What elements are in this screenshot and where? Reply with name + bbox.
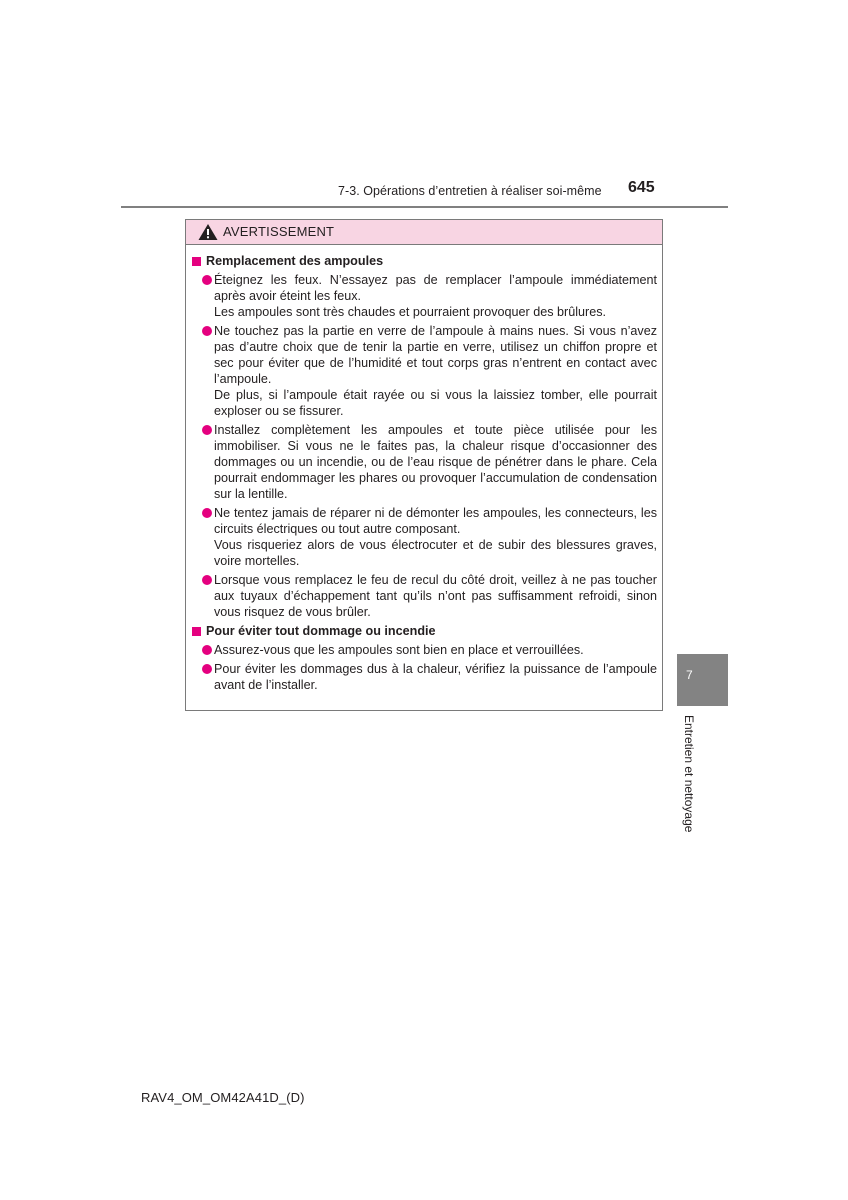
warning-item — [214, 272, 657, 320]
round-bullet-icon — [202, 508, 212, 518]
warning-item — [214, 661, 657, 693]
section-heading-bulb-replacement — [190, 253, 662, 269]
section-heading-text: Remplacement des ampoules — [206, 254, 384, 268]
warning-item — [214, 572, 657, 620]
round-bullet-icon — [202, 275, 212, 285]
round-bullet-icon — [202, 326, 212, 336]
section-heading-text: Pour éviter tout dommage ou incendie — [206, 624, 436, 638]
footer-code: RAV4_OM_OM42A41D_(D) — [141, 1090, 305, 1105]
warning-item-text: Installez complètement les ampoules et toute pièce utilisée pour les immobiliser. Si vous ne le faites pas, la chaleur risque d’occasionner des dommages ou un incendie, ou de l’eau risque de pénétrer dans le phare. Cela pourrait endommager les phares ou provoquer l’accumulation de condensation sur la lentille. — [214, 423, 657, 501]
header-rule — [121, 206, 728, 208]
warning-item-text: Ne tentez jamais de réparer ni de démonter les ampoules, les connecteurs, les circuits électriques ou tout autre composant. — [214, 506, 657, 536]
warning-body — [186, 253, 662, 693]
section-heading-damage-prevention — [190, 623, 662, 639]
warning-item — [214, 323, 657, 419]
warning-triangle-icon — [198, 223, 218, 241]
round-bullet-icon — [202, 575, 212, 585]
chapter-label-wrap — [681, 715, 697, 845]
warning-item — [214, 422, 657, 502]
warning-item-text: Pour éviter les dommages dus à la chaleur, vérifiez la puissance de l’ampoule avant de l’installer. — [214, 662, 657, 692]
chapter-label: Entretien et nettoyage — [682, 715, 696, 833]
running-header-section: 7-3. Opérations d’entretien à réaliser soi-même — [338, 184, 602, 198]
square-bullet-icon — [192, 627, 201, 636]
chapter-tab — [677, 654, 728, 706]
warning-item-text: Lorsque vous remplacez le feu de recul du côté droit, veillez à ne pas toucher aux tuyaux d’échappement tant qu’ils n’ont pas suffisamment refroidi, sinon vous risquez de vous brûler. — [214, 573, 657, 619]
warning-item-text: Les ampoules sont très chaudes et pourraient provoquer des brûlures. — [214, 305, 607, 319]
warning-item — [214, 642, 657, 658]
square-bullet-icon — [192, 257, 201, 266]
round-bullet-icon — [202, 645, 212, 655]
warning-header — [186, 220, 662, 245]
warning-item-text: Ne touchez pas la partie en verre de l’ampoule à mains nues. Si vous n’avez pas d’autre choix que de tenir la partie en verre, utilisez un chiffon propre et sec pour éviter que de l’humidité et tout corps gras n’entrent en contact avec l’ampoule. — [214, 324, 657, 386]
warning-item — [214, 505, 657, 569]
warning-item-text: Assurez-vous que les ampoules sont bien en place et verrouillées. — [214, 643, 584, 657]
warning-box — [185, 219, 663, 711]
warning-item-text: Éteignez les feux. N’essayez pas de remplacer l’ampoule immédiatement après avoir éteint les feux. — [214, 273, 657, 303]
round-bullet-icon — [202, 664, 212, 674]
chapter-tab-number: 7 — [686, 668, 693, 682]
warning-item-text: Vous risqueriez alors de vous électrocuter et de subir des blessures graves, voire mortelles. — [214, 538, 657, 568]
round-bullet-icon — [202, 425, 212, 435]
warning-title: AVERTISSEMENT — [223, 224, 335, 239]
page-number: 645 — [628, 179, 655, 196]
warning-item-text: De plus, si l’ampoule était rayée ou si vous la laissiez tomber, elle pourrait exploser ou se fissurer. — [214, 388, 657, 418]
